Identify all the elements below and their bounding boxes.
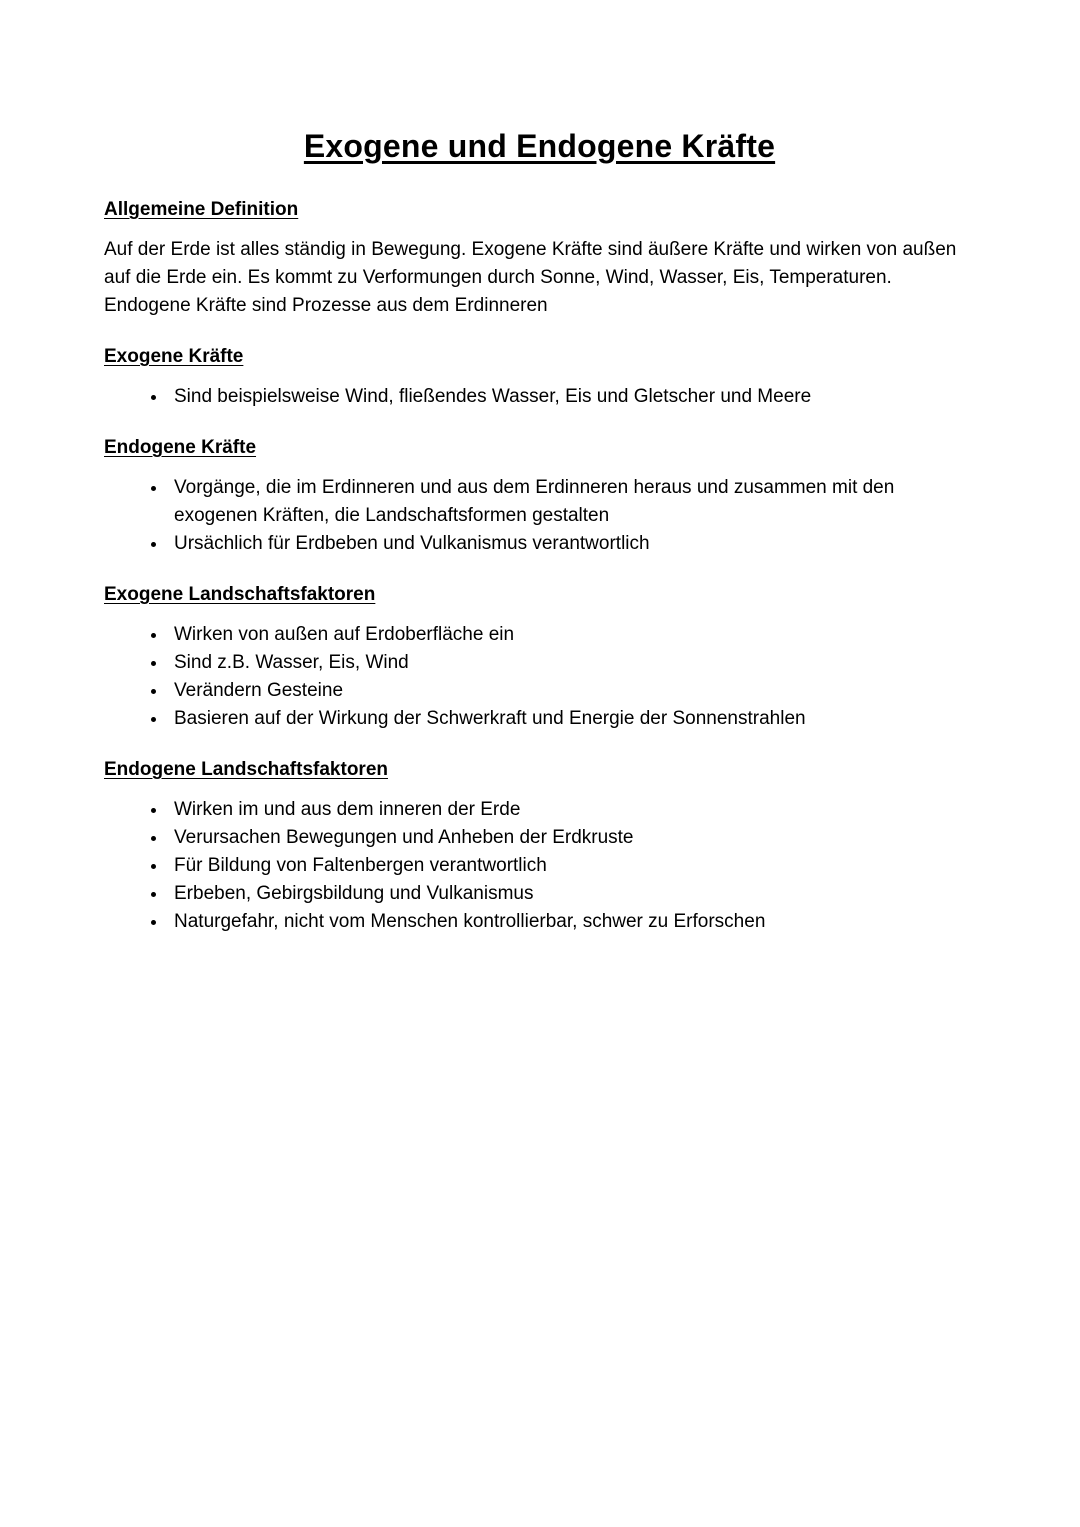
section-heading-exogene-kraefte: Exogene Kräfte bbox=[104, 346, 244, 367]
section-heading-endogene-landschaftsfaktoren: Endogene Landschaftsfaktoren bbox=[104, 759, 388, 780]
bullet-list-endogene-landschaftsfaktoren bbox=[104, 796, 975, 936]
section-heading-endogene-kraefte: Endogene Kräfte bbox=[104, 437, 257, 458]
section-heading-exogene-landschaftsfaktoren: Exogene Landschaftsfaktoren bbox=[104, 584, 376, 605]
bullet-list-endogene-kraefte bbox=[104, 474, 975, 558]
document-title: Exogene und Endogene Kräfte bbox=[303, 128, 776, 164]
section-endogene-kraefte bbox=[104, 437, 975, 558]
bullet-item: • Erbeben, Gebirgsbildung und Vulkanismus bbox=[168, 880, 975, 908]
section-exogene-kraefte bbox=[104, 346, 975, 411]
bullet-item: • Verändern Gesteine bbox=[168, 677, 975, 705]
section-endogene-landschaftsfaktoren bbox=[104, 759, 975, 936]
bullet-item: • Basieren auf der Wirkung der Schwerkraft und Energie der Sonnenstrahlen bbox=[168, 705, 975, 733]
bullet-list-exogene-kraefte bbox=[104, 383, 975, 411]
bullet-item: • Für Bildung von Faltenbergen verantwortlich bbox=[168, 852, 975, 880]
bullet-item: • Naturgefahr, nicht vom Menschen kontrollierbar, schwer zu Erforschen bbox=[168, 908, 975, 936]
bullet-item: • Vorgänge, die im Erdinneren und aus dem Erdinneren heraus und zusammen mit den exogenen Kräften, die Landschaftsformen gestalten bbox=[168, 474, 975, 530]
bullet-item: • Wirken im und aus dem inneren der Erde bbox=[168, 796, 975, 824]
bullet-item: • Verursachen Bewegungen und Anheben der Erdkruste bbox=[168, 824, 975, 852]
bullet-item: • Wirken von außen auf Erdoberfläche ein bbox=[168, 621, 975, 649]
bullet-list-exogene-landschaftsfaktoren bbox=[104, 621, 975, 733]
section-heading-allgemeine-definition: Allgemeine Definition bbox=[104, 199, 299, 220]
bullet-item: • Sind beispielsweise Wind, fließendes Wasser, Eis und Gletscher und Meere bbox=[168, 383, 975, 411]
section-exogene-landschaftsfaktoren bbox=[104, 584, 975, 733]
definition-paragraph: Auf der Erde ist alles ständig in Bewegung. Exogene Kräfte sind äußere Kräfte und wirken von außen auf die Erde ein. Es kommt zu Verformungen durch Sonne, Wind, Wasser, Eis, Temperaturen. Endogene Kräfte sind Prozesse aus dem Erdinneren bbox=[104, 239, 957, 316]
bullet-item: • Ursächlich für Erdbeben und Vulkanismus verantwortlich bbox=[168, 530, 975, 558]
section-allgemeine-definition bbox=[104, 199, 975, 320]
bullet-item: • Sind z.B. Wasser, Eis, Wind bbox=[168, 649, 975, 677]
